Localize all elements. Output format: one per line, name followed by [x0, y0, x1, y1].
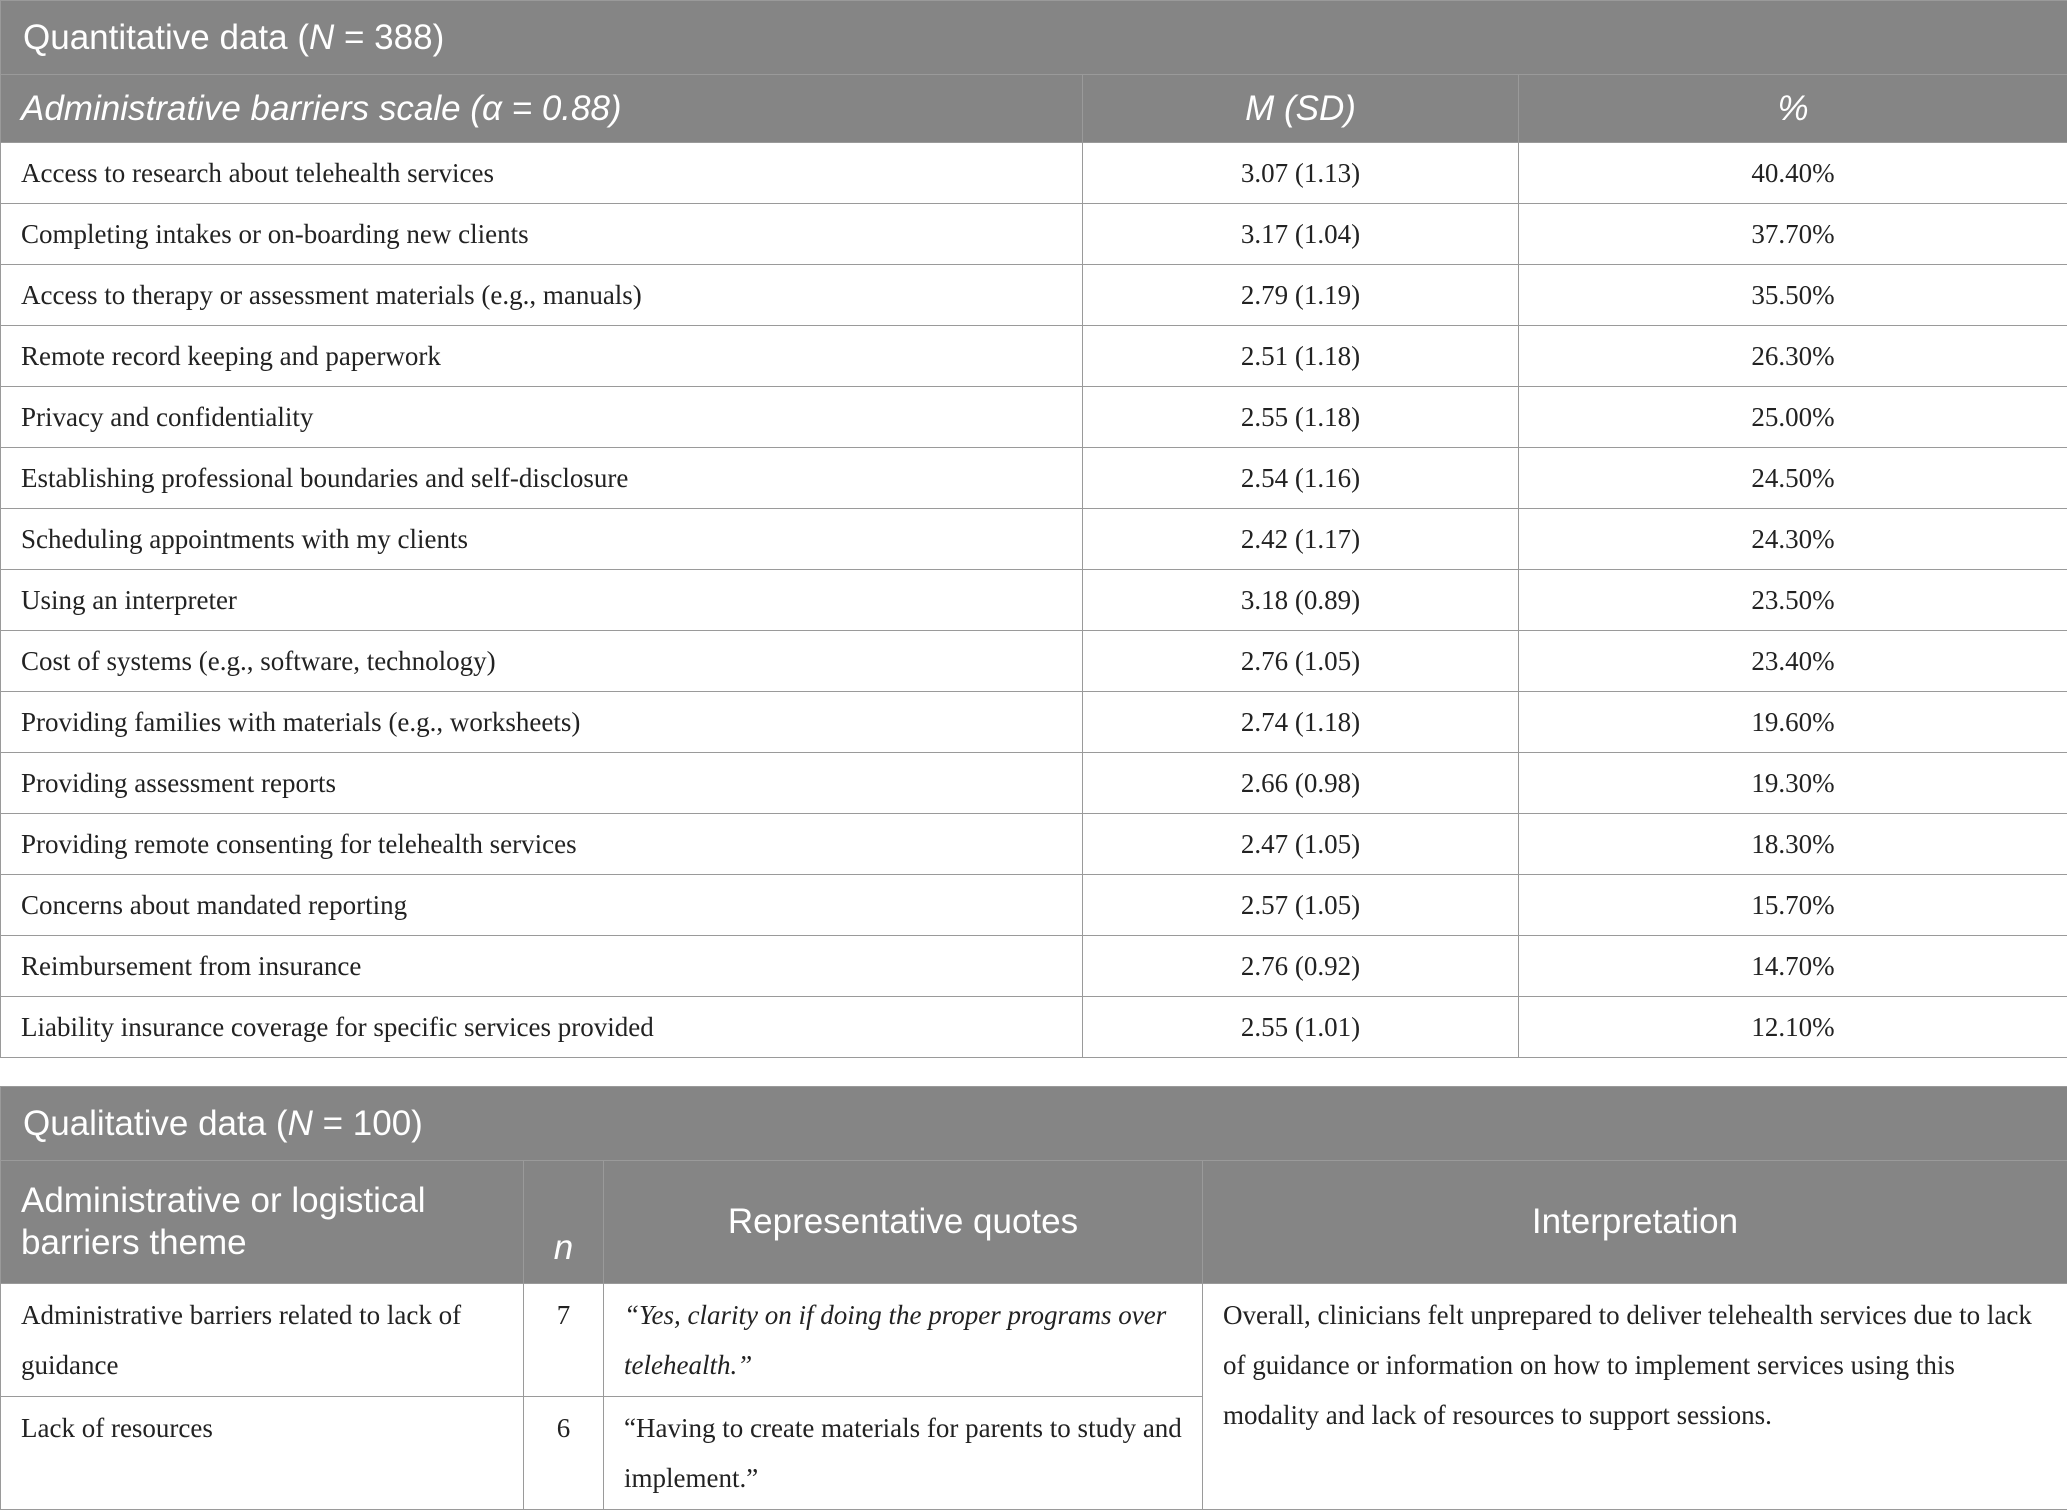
barrier-item-cell: Access to therapy or assessment materials (e.g., manuals): [1, 265, 1083, 326]
barrier-item-cell: Concerns about mandated reporting: [1, 875, 1083, 936]
quantitative-title-row: [1, 1, 2067, 75]
percent-cell: 23.50%: [1519, 570, 2067, 631]
mean-sd-cell: 2.55 (1.18): [1083, 387, 1519, 448]
table-row: [1, 326, 2067, 387]
qualitative-title: Qualitative data (N = 100): [1, 1087, 2067, 1161]
mean-sd-cell: 2.74 (1.18): [1083, 692, 1519, 753]
barrier-item-cell: Cost of systems (e.g., software, technology): [1, 631, 1083, 692]
mean-sd-cell: 2.54 (1.16): [1083, 448, 1519, 509]
qualitative-header-row: [1, 1161, 2067, 1284]
percent-header: %: [1519, 75, 2067, 143]
barrier-item-cell: Remote record keeping and paperwork: [1, 326, 1083, 387]
table-row: [1, 753, 2067, 814]
mean-sd-cell: 2.42 (1.17): [1083, 509, 1519, 570]
table-row: [1, 875, 2067, 936]
table-row: [1, 631, 2067, 692]
percent-cell: 26.30%: [1519, 326, 2067, 387]
percent-cell: 14.70%: [1519, 936, 2067, 997]
barrier-item-cell: Using an interpreter: [1, 570, 1083, 631]
mean-sd-cell: 3.07 (1.13): [1083, 143, 1519, 204]
mean-sd-cell: 2.76 (1.05): [1083, 631, 1519, 692]
barrier-item-cell: Liability insurance coverage for specific services provided: [1, 997, 1083, 1058]
barrier-item-cell: Establishing professional boundaries and self-disclosure: [1, 448, 1083, 509]
table-row: [1, 570, 2067, 631]
mean-sd-cell: 2.47 (1.05): [1083, 814, 1519, 875]
n-cell: 7: [524, 1284, 604, 1397]
percent-cell: 19.60%: [1519, 692, 2067, 753]
barrier-item-cell: Providing remote consenting for telehealth services: [1, 814, 1083, 875]
percent-cell: 37.70%: [1519, 204, 2067, 265]
mean-sd-cell: 2.57 (1.05): [1083, 875, 1519, 936]
quotes-header: Representative quotes: [604, 1161, 1203, 1284]
barrier-item-cell: Reimbursement from insurance: [1, 936, 1083, 997]
mean-sd-header: M (SD): [1083, 75, 1519, 143]
table-row: [1, 814, 2067, 875]
percent-cell: 15.70%: [1519, 875, 2067, 936]
table-row: [1, 204, 2067, 265]
mean-sd-cell: 2.76 (0.92): [1083, 936, 1519, 997]
percent-cell: 40.40%: [1519, 143, 2067, 204]
percent-cell: 18.30%: [1519, 814, 2067, 875]
n-header: n: [524, 1161, 604, 1284]
table-row: [1, 143, 2067, 204]
quote-cell: “Yes, clarity on if doing the proper programs over telehealth.”: [604, 1284, 1203, 1397]
table-row: [1, 265, 2067, 326]
theme-cell: Lack of resources: [1, 1397, 524, 1510]
mean-sd-cell: 3.17 (1.04): [1083, 204, 1519, 265]
percent-cell: 24.50%: [1519, 448, 2067, 509]
mean-sd-cell: 2.79 (1.19): [1083, 265, 1519, 326]
mean-sd-cell: 2.55 (1.01): [1083, 997, 1519, 1058]
barrier-item-cell: Providing assessment reports: [1, 753, 1083, 814]
table-row: [1, 997, 2067, 1058]
quantitative-title: Quantitative data (N = 388): [1, 1, 2067, 75]
table-row: [1, 448, 2067, 509]
table-row: [1, 936, 2067, 997]
table-row: [1, 387, 2067, 448]
barrier-item-cell: Access to research about telehealth services: [1, 143, 1083, 204]
scale-header: Administrative barriers scale (α = 0.88): [1, 75, 1083, 143]
mean-sd-cell: 2.66 (0.98): [1083, 753, 1519, 814]
barrier-item-cell: Providing families with materials (e.g., worksheets): [1, 692, 1083, 753]
percent-cell: 25.00%: [1519, 387, 2067, 448]
percent-cell: 24.30%: [1519, 509, 2067, 570]
interpretation-header: Interpretation: [1203, 1161, 2067, 1284]
n-cell: 6: [524, 1397, 604, 1510]
percent-cell: 23.40%: [1519, 631, 2067, 692]
table-row: [1, 509, 2067, 570]
barrier-item-cell: Completing intakes or on-boarding new clients: [1, 204, 1083, 265]
table-gap: [0, 1058, 2067, 1086]
table-row: [1, 692, 2067, 753]
percent-cell: 19.30%: [1519, 753, 2067, 814]
quantitative-header-row: [1, 75, 2067, 143]
percent-cell: 12.10%: [1519, 997, 2067, 1058]
mean-sd-cell: 2.51 (1.18): [1083, 326, 1519, 387]
interpretation-cell: Overall, clinicians felt unprepared to deliver telehealth services due to lack of guidance or information on how to implement services using this modality and lack of resources to support sessions.: [1203, 1284, 2067, 1510]
qualitative-title-row: [1, 1087, 2067, 1161]
qualitative-table: [0, 1086, 2067, 1510]
percent-cell: 35.50%: [1519, 265, 2067, 326]
theme-cell: Administrative barriers related to lack of guidance: [1, 1284, 524, 1397]
mean-sd-cell: 3.18 (0.89): [1083, 570, 1519, 631]
quote-cell: “Having to create materials for parents to study and implement.”: [604, 1397, 1203, 1510]
theme-row: [1, 1284, 2067, 1397]
theme-header: Administrative or logistical barriers theme: [1, 1161, 524, 1284]
barrier-item-cell: Privacy and confidentiality: [1, 387, 1083, 448]
barrier-item-cell: Scheduling appointments with my clients: [1, 509, 1083, 570]
